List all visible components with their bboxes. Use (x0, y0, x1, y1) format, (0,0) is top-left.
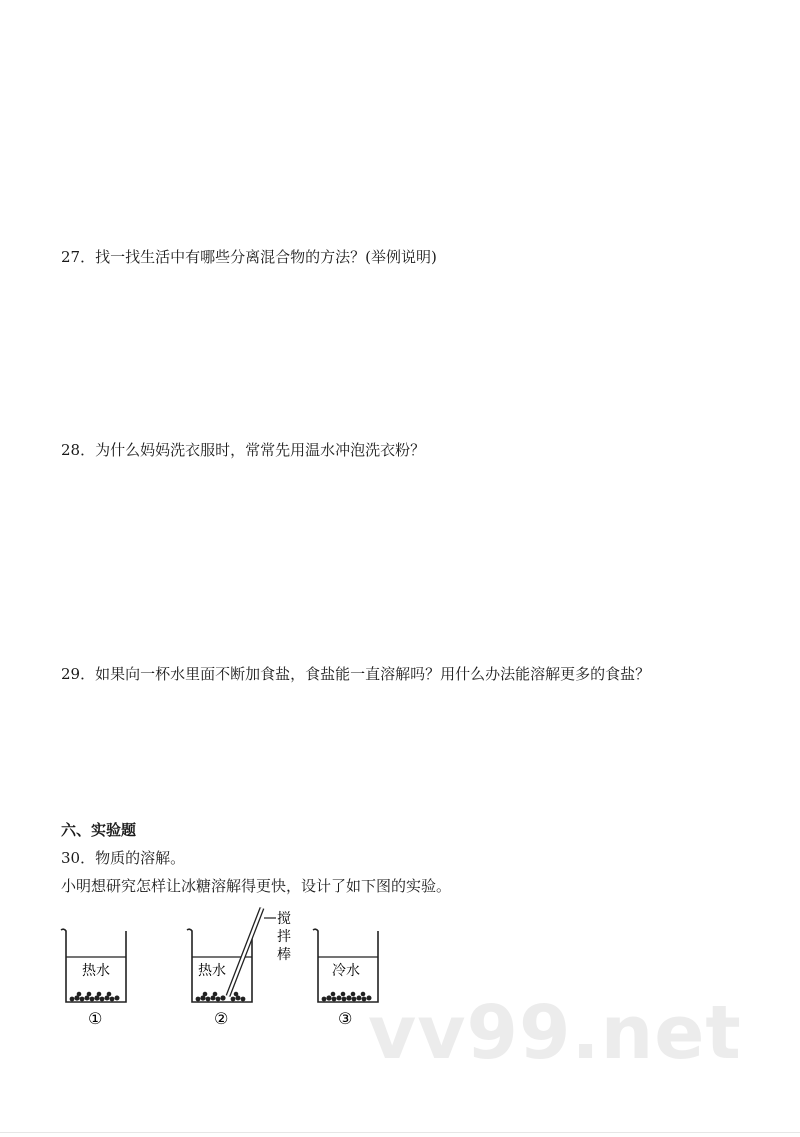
question-29: 29．如果向一杯水里面不断加食盐，食盐能一直溶解吗？用什么办法能溶解更多的食盐？ (61, 665, 651, 683)
question-30-intro: 小明想研究怎样让冰糖溶解得更快，设计了如下图的实验。 (61, 877, 452, 895)
question-28: 28．为什么妈妈洗衣服时，常常先用温水冲泡洗衣粉？ (61, 441, 426, 459)
question-30-title: 30．物质的溶解。 (61, 849, 186, 867)
beaker-3-label: 冷水 (332, 963, 360, 979)
section-title-experiment: 六、实验题 (61, 821, 137, 839)
stir-label-1: 搅 (277, 911, 291, 927)
beaker-2-number: ② (214, 1009, 229, 1028)
watermark: vv99.net (368, 990, 742, 1076)
beaker-2 (187, 908, 291, 1028)
beaker-3-number: ③ (338, 1009, 353, 1028)
beaker-1-number: ① (88, 1009, 103, 1028)
stir-label-2: 拌 (277, 929, 291, 945)
beaker-1 (61, 929, 126, 1028)
beaker-1-label: 热水 (82, 963, 110, 979)
beaker-2-label: 热水 (198, 963, 226, 979)
stir-label-3: 棒 (277, 947, 291, 963)
page-bottom-divider (0, 1132, 800, 1133)
question-27: 27．找一找生活中有哪些分离混合物的方法？(举例说明) (61, 248, 437, 266)
